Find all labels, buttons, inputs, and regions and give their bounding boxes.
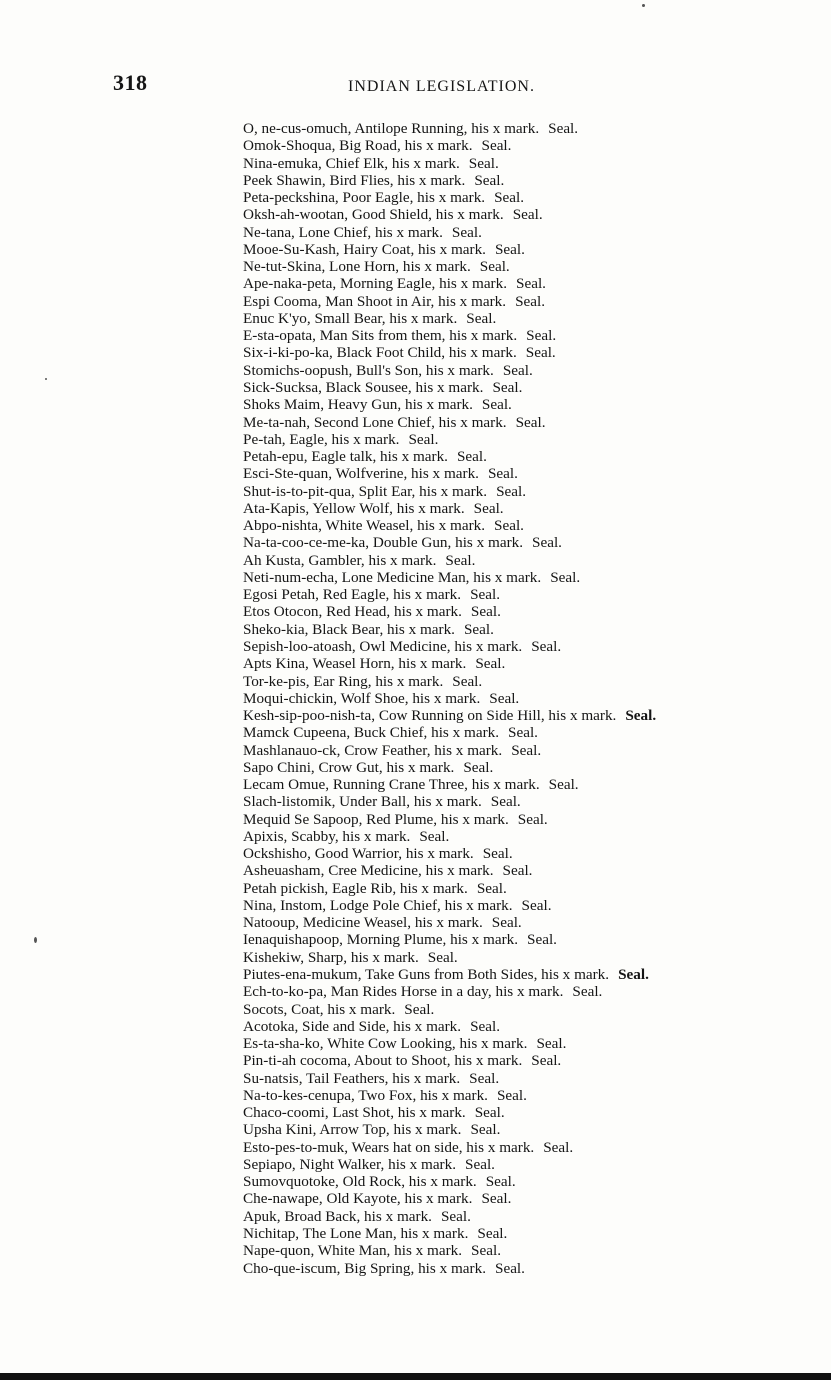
signatory-line: [243, 1035, 823, 1052]
signatory-text: Esci-Ste-quan, Wolfverine, his x mark.: [243, 465, 479, 483]
seal-label: Seal.: [474, 1104, 505, 1122]
signatory-line: [243, 414, 823, 431]
signatory-line: [243, 1121, 823, 1138]
signatory-line: [243, 155, 823, 172]
signatory-text: Neti-num-echa, Lone Medicine Man, his x mark.: [243, 568, 542, 586]
seal-label: Seal.: [495, 1259, 525, 1277]
signatory-text: Egosi Petah, Red Eagle, his x mark.: [243, 586, 462, 604]
signatory-text: Na-to-kes-cenupa, Two Fox, his x mark.: [243, 1086, 488, 1104]
signatory-text: Apixis, Scabby, his x mark.: [243, 827, 411, 845]
signatory-text: Kishekiw, Sharp, his x mark.: [243, 948, 419, 966]
signatory-list: [243, 120, 823, 1277]
seal-label: Seal.: [487, 465, 518, 483]
signatory-line: [243, 1087, 823, 1104]
signatory-line: [243, 517, 823, 534]
seal-label: Seal.: [502, 862, 533, 880]
signatory-text: Tor-ke-pis, Ear Ring, his x mark.: [243, 672, 444, 690]
signatory-text: Ne-tana, Lone Chief, his x mark.: [243, 223, 443, 241]
seal-label: Seal.: [517, 810, 548, 828]
seal-label: Seal.: [491, 914, 522, 932]
signatory-text: Upsha Kini, Arrow Top, his x mark.: [243, 1121, 462, 1139]
signatory-line: [243, 137, 823, 154]
seal-label: Seal.: [531, 1052, 562, 1070]
signatory-text: Mashlanauo-ck, Crow Feather, his x mark.: [243, 741, 503, 759]
seal-label: Seal.: [427, 948, 458, 966]
page-number: 318: [113, 70, 148, 95]
signatory-text: Ne-tut-Skina, Lone Horn, his x mark.: [243, 258, 471, 276]
seal-label: Seal.: [466, 309, 497, 327]
seal-label: Seal.: [463, 620, 494, 638]
signatory-line: [243, 862, 823, 879]
seal-label: Seal.: [468, 154, 499, 172]
seal-label: Seal.: [532, 534, 562, 552]
seal-label: Seal.: [463, 758, 494, 776]
signatory-line: [243, 914, 823, 931]
signatory-line: [243, 500, 823, 517]
signatory-text: Ah Kusta, Gambler, his x mark.: [243, 551, 437, 569]
seal-label: Seal.: [625, 707, 657, 725]
seal-label: Seal.: [440, 1207, 471, 1225]
seal-label: Seal.: [473, 499, 504, 517]
signatory-text: Sepiapo, Night Walker, his x mark.: [243, 1155, 457, 1173]
seal-label: Seal.: [474, 171, 505, 189]
seal-label: Seal.: [526, 327, 557, 345]
seal-label: Seal.: [531, 637, 562, 655]
signatory-text: Lecam Omue, Running Crane Three, his x mark.: [243, 776, 540, 794]
seal-label: Seal.: [489, 689, 520, 707]
signatory-line: [243, 949, 823, 966]
seal-label: Seal.: [527, 931, 557, 949]
signatory-line: [243, 120, 823, 137]
signatory-line: [243, 483, 823, 500]
signatory-line: [243, 673, 823, 690]
scan-speck: [45, 378, 47, 380]
signatory-line: [243, 534, 823, 551]
signatory-text: Sheko-kia, Black Bear, his x mark.: [243, 620, 455, 638]
signatory-text: Abpo-nishta, White Weasel, his x mark.: [243, 517, 486, 535]
seal-label: Seal.: [465, 1155, 495, 1173]
seal-label: Seal.: [469, 1069, 500, 1087]
signatory-line: [243, 1052, 823, 1069]
seal-label: Seal.: [419, 827, 450, 845]
seal-label: Seal.: [492, 378, 523, 396]
signatory-line: [243, 293, 823, 310]
signatory-text: Kesh-sip-poo-nish-ta, Cow Running on Side Hill, his x mark.: [243, 707, 617, 725]
seal-label: Seal.: [477, 1225, 508, 1242]
signatory-line: [243, 1104, 823, 1121]
signatory-text: Cho-que-iscum, Big Spring, his x mark.: [243, 1259, 486, 1277]
signatory-text: Sick-Sucksa, Black Sousee, his x mark.: [243, 378, 484, 396]
signatory-line: [243, 552, 823, 569]
signatory-text: Apts Kina, Weasel Horn, his x mark.: [243, 655, 467, 673]
signatory-text: Moqui-chickin, Wolf Shoe, his x mark.: [243, 689, 481, 707]
signatory-line: [243, 189, 823, 206]
seal-label: Seal.: [515, 292, 546, 310]
seal-label: Seal.: [515, 413, 546, 431]
signatory-text: Etos Otocon, Red Head, his x mark.: [243, 603, 462, 621]
seal-label: Seal.: [521, 896, 552, 914]
signatory-text: Chaco-coomi, Last Shot, his x mark.: [243, 1104, 466, 1122]
signatory-line: [243, 1139, 823, 1156]
signatory-line: [243, 1018, 823, 1035]
signatory-line: [243, 396, 823, 413]
signatory-text: Nape-quon, White Man, his x mark.: [243, 1242, 463, 1260]
signatory-text: Acotoka, Side and Side, his x mark.: [243, 1017, 462, 1035]
seal-label: Seal.: [475, 655, 506, 673]
signatory-line: [243, 448, 823, 465]
seal-label: Seal.: [451, 223, 482, 241]
signatory-text: Es-ta-sha-ko, White Cow Looking, his x mark.: [243, 1035, 528, 1053]
signatory-text: Peta-peckshina, Poor Eagle, his x mark.: [243, 189, 486, 207]
signatory-line: [243, 742, 823, 759]
signatory-text: Su-natsis, Tail Feathers, his x mark.: [243, 1069, 461, 1087]
signatory-line: [243, 310, 823, 327]
seal-label: Seal.: [550, 568, 581, 586]
signatory-text: Asheuasham, Cree Medicine, his x mark.: [243, 862, 494, 880]
signatory-text: Sapo Chini, Crow Gut, his x mark.: [243, 758, 455, 776]
signatory-text: Ape-naka-peta, Morning Eagle, his x mark.: [243, 275, 508, 293]
seal-label: Seal.: [445, 551, 476, 569]
signatory-line: [243, 1225, 823, 1242]
signatory-line: [243, 258, 823, 275]
scan-speck: [642, 4, 645, 7]
seal-label: Seal.: [494, 240, 525, 258]
signatory-text: Espi Cooma, Man Shoot in Air, his x mark.: [243, 292, 507, 310]
signatory-text: Me-ta-nah, Second Lone Chief, his x mark.: [243, 413, 507, 431]
signatory-text: Shoks Maim, Heavy Gun, his x mark.: [243, 396, 473, 414]
seal-label: Seal.: [508, 724, 538, 742]
signatory-line: [243, 206, 823, 223]
seal-label: Seal.: [494, 189, 525, 207]
signatory-line: [243, 1001, 823, 1018]
signatory-text: Nina, Instom, Lodge Pole Chief, his x mark.: [243, 896, 513, 914]
signatory-text: Petah pickish, Eagle Rib, his x mark.: [243, 879, 468, 897]
signatory-text: Pe-tah, Eagle, his x mark.: [243, 430, 400, 448]
signatory-text: Ockshisho, Good Warrior, his x mark.: [243, 845, 474, 863]
seal-label: Seal.: [536, 1035, 567, 1053]
signatory-text: Six-i-ki-po-ka, Black Foot Child, his x mark.: [243, 344, 517, 362]
seal-label: Seal.: [470, 1017, 501, 1035]
seal-label: Seal.: [490, 793, 521, 811]
signatory-line: [243, 776, 823, 793]
seal-label: Seal.: [512, 206, 543, 224]
signatory-line: [243, 621, 823, 638]
seal-label: Seal.: [452, 672, 483, 690]
scan-edge: [0, 1373, 831, 1380]
signatory-line: [243, 172, 823, 189]
signatory-line: [243, 1260, 823, 1277]
signatory-text: Socots, Coat, his x mark.: [243, 1000, 396, 1018]
seal-label: Seal.: [470, 1121, 501, 1139]
signatory-text: Stomichs-oopush, Bull's Son, his x mark.: [243, 361, 494, 379]
signatory-text: Sepish-loo-atoash, Owl Medicine, his x mark.: [243, 637, 523, 655]
seal-label: Seal.: [481, 137, 512, 155]
signatory-text: Mequid Se Sapoop, Red Plume, his x mark.: [243, 810, 509, 828]
signatory-line: [243, 1173, 823, 1190]
seal-label: Seal.: [543, 1138, 574, 1156]
signatory-text: Sumovquotoke, Old Rock, his x mark.: [243, 1173, 477, 1191]
signatory-line: [243, 983, 823, 1000]
signatory-line: [243, 897, 823, 914]
signatory-line: [243, 655, 823, 672]
signatory-line: [243, 1156, 823, 1173]
signatory-text: Omok-Shoqua, Big Road, his x mark.: [243, 137, 473, 155]
seal-label: Seal.: [476, 879, 507, 897]
signatory-line: [243, 931, 823, 948]
seal-label: Seal.: [481, 396, 512, 414]
seal-label: Seal.: [479, 258, 510, 276]
signatory-line: [243, 603, 823, 620]
signatory-line: [243, 690, 823, 707]
signatory-text: Mooe-Su-Kash, Hairy Coat, his x mark.: [243, 240, 486, 258]
signatory-line: [243, 569, 823, 586]
signatory-text: Peek Shawin, Bird Flies, his x mark.: [243, 171, 466, 189]
seal-label: Seal.: [496, 1086, 527, 1104]
signatory-text: Pin-ti-ah cocoma, About to Shoot, his x mark.: [243, 1052, 523, 1070]
signatory-line: [243, 793, 823, 810]
signatory-text: Shut-is-to-pit-qua, Split Ear, his x mark.: [243, 482, 488, 500]
signatory-line: [243, 1242, 823, 1259]
signatory-line: [243, 224, 823, 241]
seal-label: Seal.: [548, 120, 579, 137]
signatory-line: [243, 638, 823, 655]
seal-label: Seal.: [408, 430, 439, 448]
seal-label: Seal.: [471, 1242, 501, 1260]
seal-label: Seal.: [470, 603, 501, 621]
signatory-line: [243, 724, 823, 741]
signatory-line: [243, 362, 823, 379]
seal-label: Seal.: [618, 966, 649, 984]
seal-label: Seal.: [572, 983, 603, 1001]
seal-label: Seal.: [404, 1000, 435, 1018]
signatory-text: Esto-pes-to-muk, Wears hat on side, his x mark.: [243, 1138, 535, 1156]
signatory-text: Nichitap, The Lone Man, his x mark.: [243, 1225, 469, 1242]
signatory-text: Ienaquishapoop, Morning Plume, his x mark.: [243, 931, 519, 949]
signatory-line: [243, 275, 823, 292]
signatory-text: Natooup, Medicine Weasel, his x mark.: [243, 914, 483, 932]
signatory-text: Enuc K'yo, Small Bear, his x mark.: [243, 309, 458, 327]
seal-label: Seal.: [525, 344, 556, 362]
signatory-line: [243, 966, 823, 983]
signatory-text: O, ne-cus-omuch, Antilope Running, his x mark.: [243, 120, 540, 137]
signatory-text: Na-ta-coo-ce-me-ka, Double Gun, his x mark.: [243, 534, 524, 552]
signatory-text: Slach-listomik, Under Ball, his x mark.: [243, 793, 482, 811]
signatory-text: Piutes-ena-mukum, Take Guns from Both Sides, his x mark.: [243, 966, 610, 984]
signatory-text: E-sta-opata, Man Sits from them, his x mark.: [243, 327, 518, 345]
scan-speck: [34, 937, 37, 943]
seal-label: Seal.: [516, 275, 546, 293]
signatory-line: [243, 811, 823, 828]
seal-label: Seal.: [482, 845, 513, 863]
signatory-line: [243, 828, 823, 845]
signatory-text: Oksh-ah-wootan, Good Shield, his x mark.: [243, 206, 504, 224]
signatory-line: [243, 586, 823, 603]
signatory-text: Nina-emuka, Chief Elk, his x mark.: [243, 154, 460, 172]
signatory-line: [243, 1208, 823, 1225]
signatory-line: [243, 880, 823, 897]
signatory-line: [243, 845, 823, 862]
signatory-text: Ata-Kapis, Yellow Wolf, his x mark.: [243, 499, 465, 517]
seal-label: Seal.: [548, 776, 579, 794]
signatory-text: Apuk, Broad Back, his x mark.: [243, 1207, 432, 1225]
seal-label: Seal.: [456, 448, 487, 466]
signatory-line: [243, 1070, 823, 1087]
seal-label: Seal.: [502, 361, 533, 379]
signatory-text: Che-nawape, Old Kayote, his x mark.: [243, 1190, 473, 1208]
signatory-line: [243, 327, 823, 344]
seal-label: Seal.: [481, 1190, 512, 1208]
signatory-line: [243, 1190, 823, 1207]
signatory-text: Mamck Cupeena, Buck Chief, his x mark.: [243, 724, 500, 742]
seal-label: Seal.: [470, 586, 501, 604]
signatory-line: [243, 241, 823, 258]
seal-label: Seal.: [485, 1173, 516, 1191]
running-head: INDIAN LEGISLATION.: [348, 78, 535, 95]
signatory-text: Petah-epu, Eagle talk, his x mark.: [243, 448, 448, 466]
seal-label: Seal.: [494, 517, 524, 535]
seal-label: Seal.: [511, 741, 542, 759]
signatory-text: Ech-to-ko-pa, Man Rides Horse in a day, his x mark.: [243, 983, 564, 1001]
signatory-line: [243, 431, 823, 448]
signatory-line: [243, 344, 823, 361]
signatory-line: [243, 465, 823, 482]
signatory-line: [243, 707, 823, 724]
signatory-line: [243, 759, 823, 776]
signatory-line: [243, 379, 823, 396]
seal-label: Seal.: [496, 482, 527, 500]
